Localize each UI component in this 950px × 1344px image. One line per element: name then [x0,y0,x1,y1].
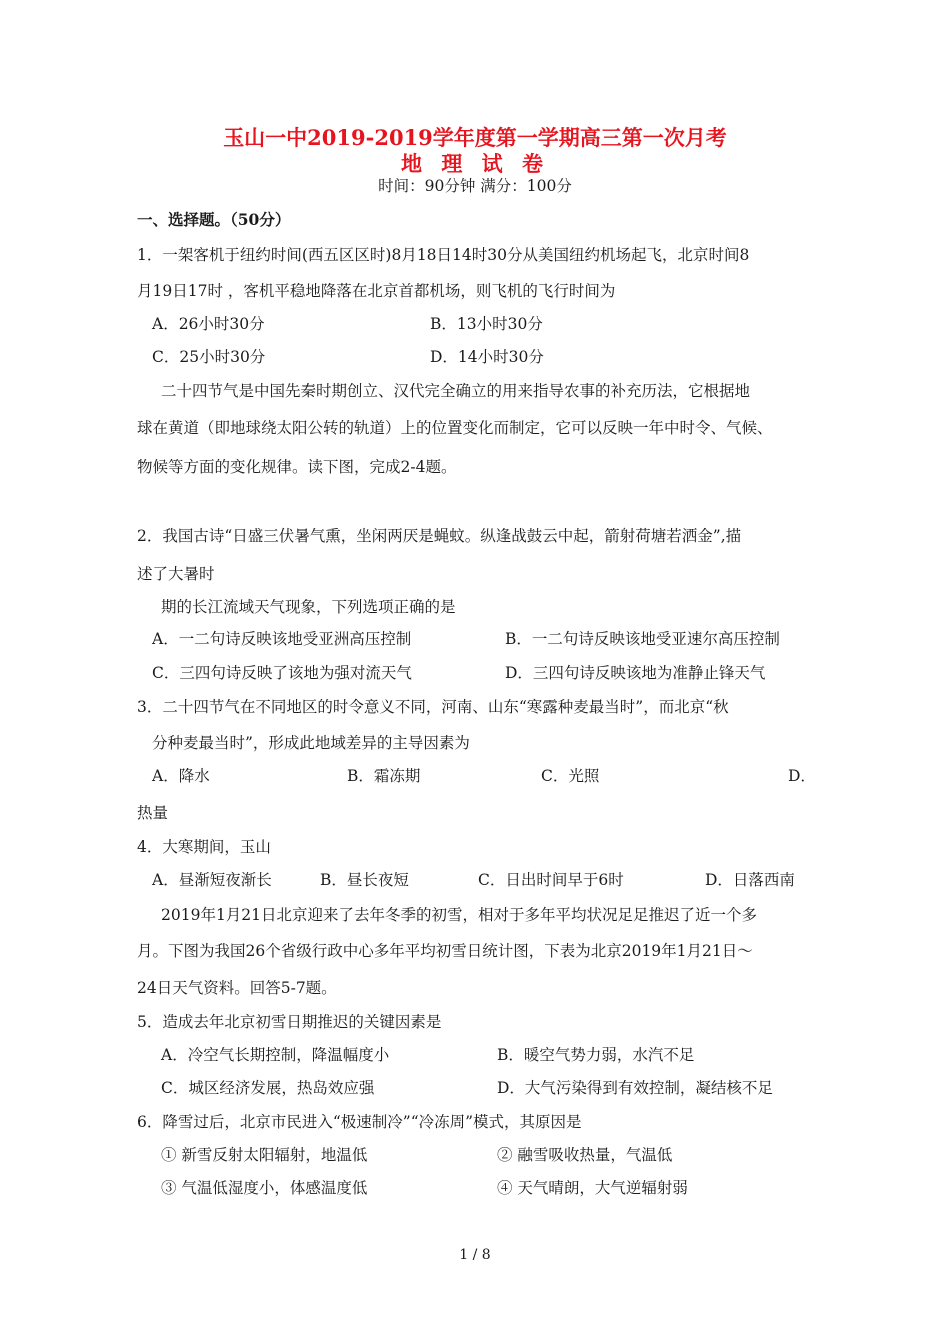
question-2-option-d: D．三四句诗反映该地为准静止锋天气 [505,664,766,682]
question-6-option-3: ③ 气温低湿度小，体感温度低 [161,1179,368,1197]
question-4-option-c: C．日出时间早于6时 [478,871,624,889]
question-6-option-1: ① 新雪反射太阳辐射，地温低 [161,1146,368,1164]
page-number: 1 / 8 [459,1247,491,1263]
question-3-line-1: 3．二十四节气在不同地区的时令意义不同，河南、山东“寒露种麦最当时”，而北京“秋 [137,698,729,716]
section-heading: 一、选择题。（50分） [137,210,291,229]
question-1-option-c: C．25小时30分 [152,348,266,366]
question-3-option-d: D． [788,767,816,785]
question-4-option-d: D．日落西南 [705,871,795,889]
question-1-line-1: 1．一架客机于纽约时间(西五区区时)8月18日14时30分从美国纽约机场起飞，北京时间8 [137,246,750,264]
question-2-option-a: A．一二句诗反映该地受亚洲高压控制 [152,630,412,648]
question-1-option-b: B．13小时30分 [430,315,543,333]
intro-1-line-2: 球在黄道（即地球绕太阳公转的轨道）上的位置变化而制定，它可以反映一年中时令、气候、 [137,419,773,437]
question-2-line-1: 2．我国古诗“日盛三伏暑气熏，坐闲两厌是蝇蚊。纵逢战鼓云中起，箭射荷塘若洒金”,描 [137,527,742,545]
intro-2-line-3: 24日天气资料。回答5-7题。 [137,979,337,997]
question-3-option-b: B．霜冻期 [347,767,421,785]
question-6-option-4: ④ 天气晴朗，大气逆辐射弱 [497,1179,688,1197]
question-1-option-d: D．14小时30分 [430,348,544,366]
question-2-line-2: 述了大暑时 [137,565,215,583]
question-5-option-d: D．大气污染得到有效控制，凝结核不足 [497,1079,773,1097]
question-5-option-c: C．城区经济发展，热岛效应强 [161,1079,375,1097]
question-2-option-b: B．一二句诗反映该地受亚速尔高压控制 [505,630,780,648]
question-6-line-1: 6．降雪过后，北京市民进入“极速制冷”“冷冻周”模式，其原因是 [137,1113,582,1131]
question-3-option-c: C．光照 [541,767,600,785]
question-5-option-b: B．暖空气势力弱，水汽不足 [497,1046,695,1064]
intro-1-line-3: 物候等方面的变化规律。读下图，完成2-4题。 [137,458,457,476]
intro-2-line-2: 月。下图为我国26个省级行政中心多年平均初雪日统计图，下表为北京2019年1月21日～ [137,942,753,960]
question-2-line-3: 期的长江流域天气现象，下列选项正确的是 [161,598,456,616]
question-1-option-a: A．26小时30分 [152,315,265,333]
intro-1-line-1: 二十四节气是中国先秦时期创立、汉代完全确立的用来指导农事的补充历法，它根据地 [161,382,751,400]
question-5-line-1: 5．造成去年北京初雪日期推迟的关键因素是 [137,1013,442,1031]
exam-meta: 时间：90分钟 满分：100分 [378,177,572,195]
question-6-option-2: ② 融雪吸收热量，气温低 [497,1146,673,1164]
question-2-option-c: C．三四句诗反映了该地为强对流天气 [152,664,412,682]
question-4-option-b: B．昼长夜短 [320,871,409,889]
question-3-option-a: A．降水 [152,767,210,785]
exam-title: 玉山一中2019-2019学年度第一学期高三第一次月考 [223,125,727,150]
question-5-option-a: A．冷空气长期控制，降温幅度小 [161,1046,390,1064]
exam-subject: 地 理 试 卷 [401,151,549,176]
intro-2-line-1: 2019年1月21日北京迎来了去年冬季的初雪，相对于多年平均状况足足推迟了近一个多 [161,906,758,924]
question-3-option-d-text: 热量 [137,804,169,822]
question-4-line-1: 4．大寒期间，玉山 [137,838,271,856]
question-4-option-a: A．昼渐短夜渐长 [152,871,272,889]
question-3-line-2: 分种麦最当时”，形成此地域差异的主导因素为 [152,734,470,752]
question-1-line-2: 月19日17时 ，客机平稳地降落在北京首都机场，则飞机的飞行时间为 [137,282,616,300]
